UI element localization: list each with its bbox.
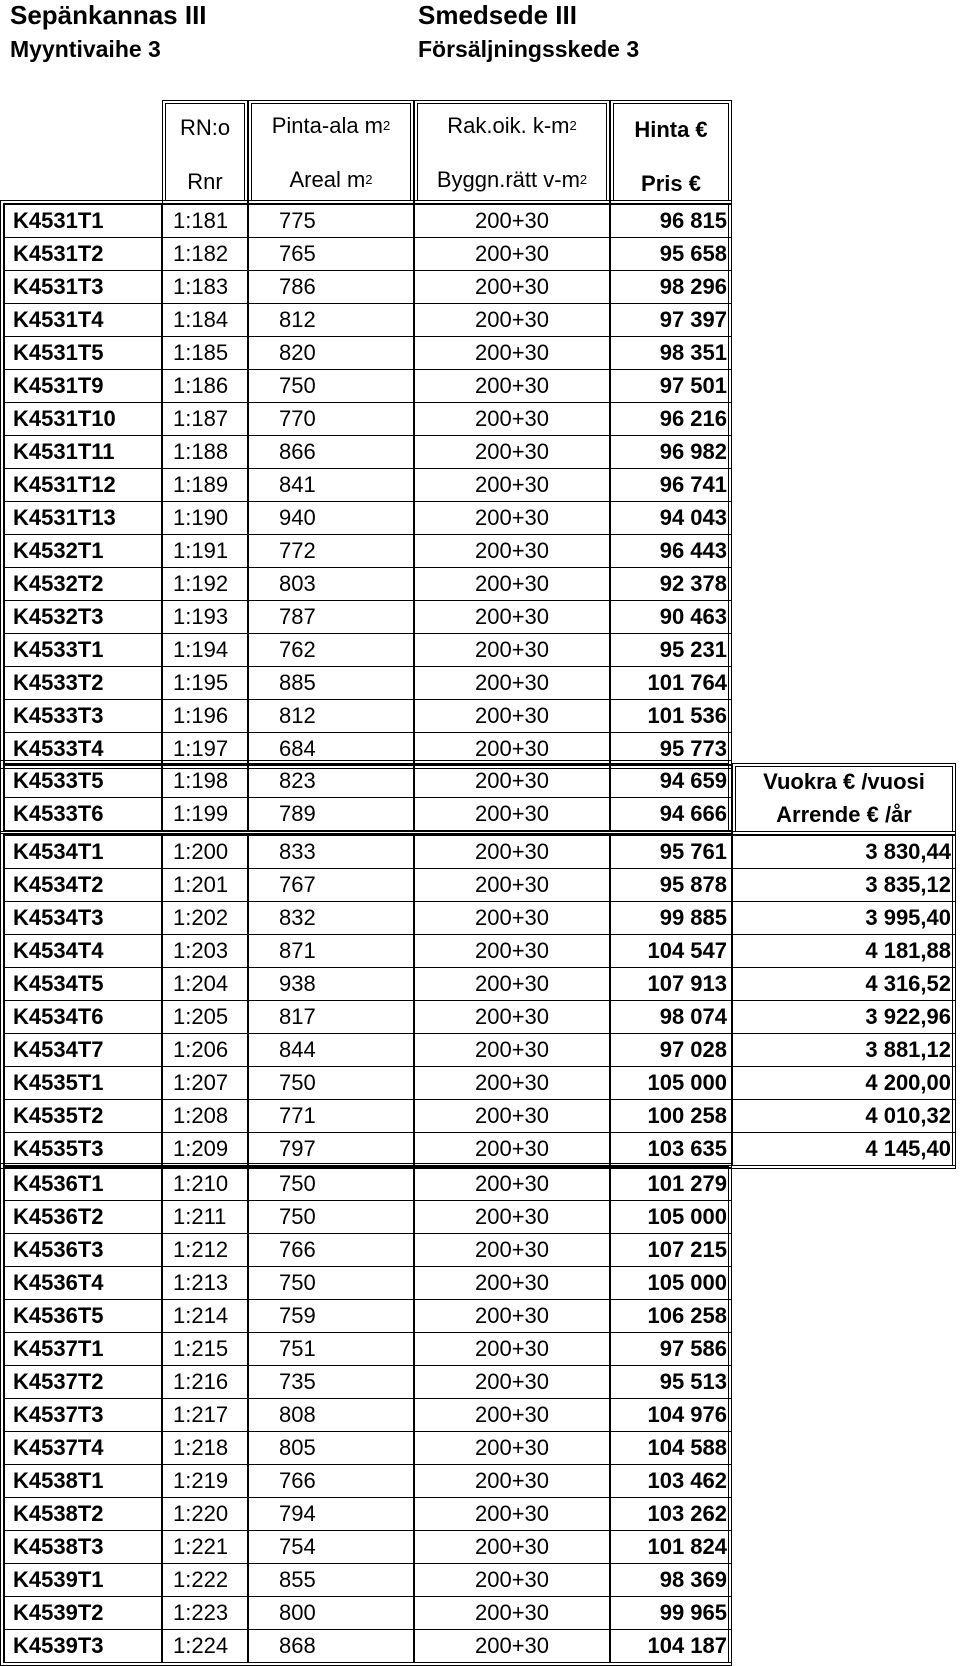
cell-build: 200+30 [414,237,610,271]
cell-build: 200+30 [414,1167,610,1201]
cell-price: 97 501 [610,369,732,403]
cell-price: 100 258 [610,1099,732,1133]
cell-area: 750 [248,1167,414,1201]
cell-area: 885 [248,666,414,700]
cell-build: 200+30 [414,1066,610,1100]
cell-area: 833 [248,835,414,869]
cell-code: K4531T2 [4,237,162,271]
cell-price: 103 262 [610,1497,732,1531]
cell-code: K4534T6 [4,1000,162,1034]
cell-code: K4536T1 [4,1167,162,1201]
cell-rent: 4 181,88 [732,934,956,968]
table-group-frame [0,1163,732,1666]
header-build-sv: Byggn.rätt v-m 2 [436,167,588,192]
cell-rnr: 1:206 [162,1033,248,1067]
cell-area: 805 [248,1431,414,1465]
cell-build: 200+30 [414,1596,610,1630]
cell-area: 817 [248,1000,414,1034]
cell-rnr: 1:201 [162,868,248,902]
cell-price: 103 635 [610,1132,732,1166]
cell-build: 200+30 [414,402,610,436]
cell-price: 106 258 [610,1299,732,1333]
cell-rnr: 1:192 [162,567,248,601]
cell-area: 812 [248,303,414,337]
cell-price: 95 513 [610,1365,732,1399]
cell-build: 200+30 [414,1497,610,1531]
cell-rent: 3 881,12 [732,1033,956,1067]
cell-price: 98 351 [610,336,732,370]
cell-rnr: 1:190 [162,501,248,535]
cell-area: 841 [248,468,414,502]
cell-code: K4534T7 [4,1033,162,1067]
cell-build: 200+30 [414,1000,610,1034]
cell-rnr: 1:196 [162,699,248,733]
title-area-sv: Smedsede III [418,0,577,30]
cell-area: 750 [248,1066,414,1100]
cell-price: 97 586 [610,1332,732,1366]
cell-area: 766 [248,1233,414,1267]
cell-build: 200+30 [414,732,610,766]
cell-code: K4536T3 [4,1233,162,1267]
cell-code: K4536T4 [4,1266,162,1300]
cell-rnr: 1:188 [162,435,248,469]
cell-price: 101 824 [610,1530,732,1564]
cell-rent: 4 145,40 [732,1132,956,1166]
cell-code: K4531T5 [4,336,162,370]
cell-rnr: 1:216 [162,1365,248,1399]
header-rnr-sv: Rnr [187,169,223,194]
table-group-frame [0,200,732,769]
cell-price: 107 215 [610,1233,732,1267]
cell-price: 105 000 [610,1066,732,1100]
cell-code: K4538T2 [4,1497,162,1531]
cell-code: K4539T3 [4,1629,162,1663]
cell-area: 820 [248,336,414,370]
cell-code: K4534T4 [4,934,162,968]
cell-price: 96 443 [610,534,732,568]
cell-build: 200+30 [414,600,610,634]
cell-build: 200+30 [414,369,610,403]
header-build-fi: Rak.oik. k-m 2 [447,113,577,138]
header-build-sv-text: Byggn.rätt v-m [436,167,580,192]
cell-price: 94 043 [610,501,732,535]
cell-code: K4531T13 [4,501,162,535]
cell-rnr: 1:218 [162,1431,248,1465]
cell-rnr: 1:215 [162,1332,248,1366]
cell-build: 200+30 [414,501,610,535]
table-group-frame [0,760,732,834]
cell-build: 200+30 [414,633,610,667]
cell-build: 200+30 [414,1099,610,1133]
cell-area: 766 [248,1464,414,1498]
cell-code: K4533T2 [4,666,162,700]
cell-build: 200+30 [414,764,610,798]
cell-area: 786 [248,270,414,304]
cell-code: K4531T9 [4,369,162,403]
cell-price: 104 187 [610,1629,732,1663]
cell-area: 797 [248,1132,414,1166]
cell-rnr: 1:185 [162,336,248,370]
cell-price: 92 378 [610,567,732,601]
cell-build: 200+30 [414,1398,610,1432]
cell-price: 95 878 [610,868,732,902]
cell-area: 823 [248,764,414,798]
cell-code: K4533T4 [4,732,162,766]
cell-build: 200+30 [414,868,610,902]
cell-area: 871 [248,934,414,968]
cell-build: 200+30 [414,1431,610,1465]
header-area-fi-text: Pinta-ala m [271,113,384,138]
cell-build: 200+30 [414,1332,610,1366]
cell-rnr: 1:182 [162,237,248,271]
cell-code: K4535T3 [4,1132,162,1166]
cell-price: 95 761 [610,835,732,869]
cell-rnr: 1:212 [162,1233,248,1267]
cell-code: K4535T2 [4,1099,162,1133]
cell-rnr: 1:193 [162,600,248,634]
cell-price: 90 463 [610,600,732,634]
cell-area: 803 [248,567,414,601]
cell-area: 938 [248,967,414,1001]
cell-code: K4537T2 [4,1365,162,1399]
header-price-fi: Hinta € [634,117,708,142]
cell-area: 735 [248,1365,414,1399]
cell-price: 101 536 [610,699,732,733]
cell-code: K4531T11 [4,435,162,469]
cell-rnr: 1:222 [162,1563,248,1597]
cell-build: 200+30 [414,967,610,1001]
cell-code: K4539T2 [4,1596,162,1630]
cell-build: 200+30 [414,534,610,568]
cell-rnr: 1:191 [162,534,248,568]
cell-area: 808 [248,1398,414,1432]
cell-area: 832 [248,901,414,935]
cell-area: 794 [248,1497,414,1531]
cell-code: K4537T1 [4,1332,162,1366]
cell-area: 750 [248,1200,414,1234]
cell-rnr: 1:200 [162,835,248,869]
cell-code: K4538T3 [4,1530,162,1564]
header-rent-sv: Arrende € /år [776,802,912,827]
cell-rnr: 1:186 [162,369,248,403]
cell-code: K4532T1 [4,534,162,568]
cell-area: 684 [248,732,414,766]
cell-build: 200+30 [414,934,610,968]
cell-build: 200+30 [414,270,610,304]
cell-build: 200+30 [414,303,610,337]
cell-build: 200+30 [414,468,610,502]
cell-rnr: 1:198 [162,764,248,798]
cell-build: 200+30 [414,797,610,831]
cell-rent: 3 835,12 [732,868,956,902]
cell-build: 200+30 [414,666,610,700]
cell-area: 772 [248,534,414,568]
cell-rnr: 1:214 [162,1299,248,1333]
cell-area: 771 [248,1099,414,1133]
cell-price: 95 773 [610,732,732,766]
cell-rnr: 1:203 [162,934,248,968]
cell-rnr: 1:213 [162,1266,248,1300]
cell-code: K4531T3 [4,270,162,304]
cell-build: 200+30 [414,699,610,733]
cell-price: 98 074 [610,1000,732,1034]
header-area-sv: Areal m 2 [289,167,373,192]
cell-price: 94 666 [610,797,732,831]
cell-price: 105 000 [610,1266,732,1300]
cell-rnr: 1:210 [162,1167,248,1201]
cell-code: K4534T2 [4,868,162,902]
cell-area: 770 [248,402,414,436]
cell-price: 95 658 [610,237,732,271]
cell-price: 96 216 [610,402,732,436]
cell-code: K4537T4 [4,1431,162,1465]
cell-build: 200+30 [414,1365,610,1399]
cell-code: K4531T1 [4,204,162,238]
cell-price: 95 231 [610,633,732,667]
cell-code: K4531T4 [4,303,162,337]
cell-price: 98 296 [610,270,732,304]
cell-area: 866 [248,435,414,469]
cell-area: 789 [248,797,414,831]
cell-area: 750 [248,1266,414,1300]
cell-price: 104 547 [610,934,732,968]
cell-rnr: 1:209 [162,1132,248,1166]
cell-area: 940 [248,501,414,535]
header-rnr-fi: RN:o [179,115,231,140]
cell-area: 751 [248,1332,414,1366]
cell-area: 775 [248,204,414,238]
cell-build: 200+30 [414,435,610,469]
cell-price: 104 588 [610,1431,732,1465]
cell-rnr: 1:224 [162,1629,248,1663]
cell-build: 200+30 [414,336,610,370]
cell-price: 101 279 [610,1167,732,1201]
cell-rent: 4 200,00 [732,1066,956,1100]
cell-rnr: 1:187 [162,402,248,436]
cell-rnr: 1:189 [162,468,248,502]
cell-code: K4533T5 [4,764,162,798]
cell-price: 99 965 [610,1596,732,1630]
title-area-fi: Sepänkannas III [10,0,207,30]
cell-rnr: 1:219 [162,1464,248,1498]
cell-rnr: 1:211 [162,1200,248,1234]
cell-build: 200+30 [414,567,610,601]
cell-code: K4534T1 [4,835,162,869]
cell-rnr: 1:202 [162,901,248,935]
cell-code: K4532T3 [4,600,162,634]
cell-rnr: 1:217 [162,1398,248,1432]
cell-area: 787 [248,600,414,634]
cell-price: 96 815 [610,204,732,238]
cell-area: 812 [248,699,414,733]
cell-rnr: 1:181 [162,204,248,238]
cell-area: 767 [248,868,414,902]
cell-rnr: 1:205 [162,1000,248,1034]
cell-build: 200+30 [414,1233,610,1267]
cell-code: K4531T12 [4,468,162,502]
cell-code: K4532T2 [4,567,162,601]
cell-build: 200+30 [414,1563,610,1597]
cell-rnr: 1:207 [162,1066,248,1100]
cell-rent: 4 010,32 [732,1099,956,1133]
cell-price: 107 913 [610,967,732,1001]
cell-code: K4538T1 [4,1464,162,1498]
cell-code: K4533T1 [4,633,162,667]
cell-rnr: 1:199 [162,797,248,831]
cell-code: K4531T10 [4,402,162,436]
cell-price: 99 885 [610,901,732,935]
cell-area: 762 [248,633,414,667]
cell-price: 97 397 [610,303,732,337]
cell-price: 94 659 [610,764,732,798]
cell-rent: 3 830,44 [732,835,956,869]
cell-code: K4533T3 [4,699,162,733]
cell-rnr: 1:197 [162,732,248,766]
cell-price: 97 028 [610,1033,732,1067]
cell-rnr: 1:220 [162,1497,248,1531]
cell-code: K4536T5 [4,1299,162,1333]
cell-rent: 3 995,40 [732,901,956,935]
cell-rnr: 1:223 [162,1596,248,1630]
cell-rnr: 1:208 [162,1099,248,1133]
cell-rnr: 1:194 [162,633,248,667]
header-area-fi: Pinta-ala m 2 [271,113,391,138]
cell-build: 200+30 [414,1132,610,1166]
cell-code: K4539T1 [4,1563,162,1597]
cell-build: 200+30 [414,901,610,935]
header-price-sv: Pris € [641,171,701,196]
cell-code: K4536T2 [4,1200,162,1234]
cell-code: K4533T6 [4,797,162,831]
cell-rnr: 1:195 [162,666,248,700]
cell-build: 200+30 [414,1266,610,1300]
cell-area: 855 [248,1563,414,1597]
cell-build: 200+30 [414,1629,610,1663]
cell-price: 96 982 [610,435,732,469]
cell-area: 800 [248,1596,414,1630]
title-phase-sv: Försäljningsskede 3 [418,36,640,62]
cell-code: K4535T1 [4,1066,162,1100]
cell-build: 200+30 [414,835,610,869]
header-build-fi-text: Rak.oik. k-m [447,113,570,138]
cell-rent: 3 922,96 [732,1000,956,1034]
table-group-frame [0,831,956,1169]
cell-code: K4534T5 [4,967,162,1001]
cell-area: 765 [248,237,414,271]
cell-build: 200+30 [414,1200,610,1234]
cell-price: 96 741 [610,468,732,502]
cell-area: 750 [248,369,414,403]
cell-code: K4537T3 [4,1398,162,1432]
cell-area: 754 [248,1530,414,1564]
cell-build: 200+30 [414,1033,610,1067]
cell-price: 103 462 [610,1464,732,1498]
cell-price: 104 976 [610,1398,732,1432]
cell-rnr: 1:183 [162,270,248,304]
cell-area: 868 [248,1629,414,1663]
cell-price: 101 764 [610,666,732,700]
header-area-sv-text: Areal m [289,167,366,192]
cell-area: 759 [248,1299,414,1333]
cell-price: 98 369 [610,1563,732,1597]
title-phase-fi: Myyntivaihe 3 [10,36,161,62]
cell-rnr: 1:204 [162,967,248,1001]
cell-code: K4534T3 [4,901,162,935]
cell-area: 844 [248,1033,414,1067]
cell-rent: 4 316,52 [732,967,956,1001]
cell-price: 105 000 [610,1200,732,1234]
header-rent-fi: Vuokra € /vuosi [763,769,925,794]
cell-build: 200+30 [414,1464,610,1498]
cell-build: 200+30 [414,204,610,238]
cell-build: 200+30 [414,1299,610,1333]
cell-rnr: 1:221 [162,1530,248,1564]
cell-build: 200+30 [414,1530,610,1564]
cell-rnr: 1:184 [162,303,248,337]
